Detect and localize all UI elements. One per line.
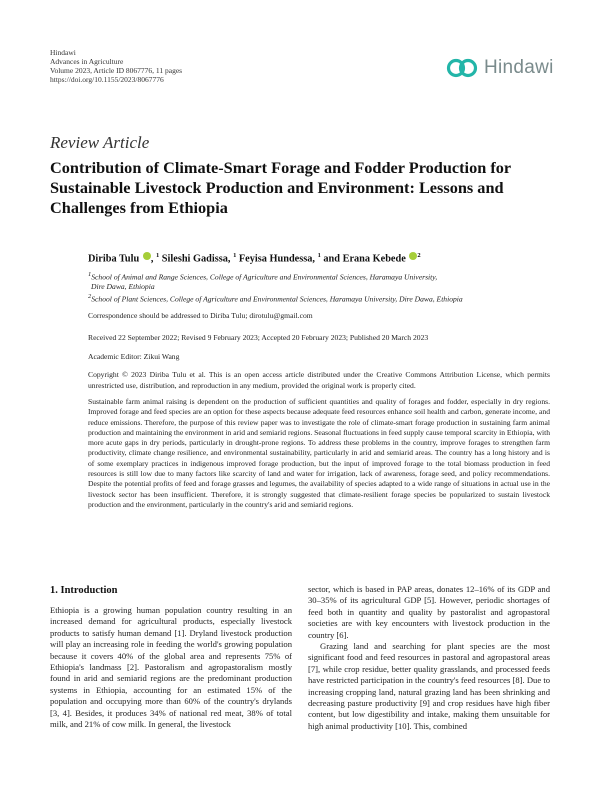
section-heading: 1. Introduction [50, 585, 118, 596]
affiliation-2 [88, 292, 558, 304]
article-type: Review Article [50, 133, 150, 152]
author-name[interactable]: Diriba Tulu [88, 253, 140, 265]
paragraph: sector, which is based in PAP areas, donates 12–16% of its GDP and 30–35% of its agricultural GDP [5]. However, periodic shortages of feed both in quantity and quality by pastoralist and agropastoral societies are with key encounters with livestock production in the country [6]. [308, 584, 550, 640]
copyright-notice: Copyright © 2023 Diriba Tulu et al. This is an open access article distributed under the Creative Commons Attribution License, which permits unrestricted use, distribution, and reproduction in any medium, provided the original work is properly cited. [88, 370, 550, 390]
author-name[interactable]: Erana Kebede [342, 253, 406, 265]
body-column-right [308, 584, 550, 732]
affiliation-1 [88, 270, 558, 292]
affil-sup: 1 [88, 271, 92, 278]
body-column-left [50, 605, 292, 730]
paragraph: Ethiopia is a growing human population country resulting in an increased demand for agricultural products, especially livestock products to satisfy human demand [1]. Dryland livestock production will play an increasing role in feeding the world's growing population because it covers 40% of the global area and represents 75% of Ethiopia's landmass [2]. Pastoralism and agropastoralism mostly found in arid and semiarid regions are the predominant production systems in Ethiopia, accounting for an estimated 15% of the population and occupying more than 60% of the country's drylands [3, 4]. Besides, it produces 34% of national red meat, 38% of total milk, and 21% of cow milk. In general, the livestock [50, 605, 292, 730]
hindawi-logo [445, 50, 555, 86]
doi-link[interactable]: https://doi.org/10.1155/2023/8067776 [50, 75, 164, 84]
affil-text: Dire Dawa, Ethiopia [91, 282, 155, 292]
paragraph: Grazing land and searching for plant species are the most significant food and feed resources in pastoral and agropastoral areas [7], while crop residue, better quality grasslands, and processed feeds have restricted participation in the country's feed resources [8]. Due to increasing cropping land, natural grazing land has been shrinking and decreasing pasture productivity [9] and crop residues have high fiber content, but low digestibility and intake, making them unsuitable for high animal productivity [10]. This, combined [308, 641, 550, 731]
author-list [88, 252, 421, 264]
and-sep: and [320, 253, 343, 265]
author-sup: 1 [233, 252, 237, 259]
volume-line: Volume 2023, Article ID 8067776, 11 pages [50, 66, 183, 75]
affil-text: School of Animal and Range Sciences, College of Agriculture and Environmental Sciences, Haramaya University, [91, 272, 438, 282]
orcid-icon[interactable] [143, 252, 151, 260]
affil-text: School of Plant Sciences, College of Agriculture and Environmental Sciences, Haramaya University, Dire Dawa, Ethiopia [91, 294, 463, 304]
abstract: Sustainable farm animal raising is dependent on the production of sufficient quantities and quality of forages and fodder, especially in dry regions. Improved forage and feed species are an option for these aspects because adequate feed resources enhance soil health and carbon, generate income, and reduce emissions. Therefore, the purpose of this review paper was to investigate the role of climate-smart forage production in sustaining farm animal production and maintaining the environment in arid and semiarid regions. Seasonal fluctuations in feed supply cause temporal scarcity in Ethiopia, with more acute gaps in dry periods, particularly in drought-prone regions. To address these problems in the country, improve forages to strengthen farm productivity, climate change resilience, and environmental sustainability, particularly in arid and semiarid areas. The country has a long history and is of some exemplary practices in indigenous improved forage production, but the input of improved forage to the total biomass production in feed resources is still low due to many factors like scarcity of land and water for irrigation, lack of awareness, forage seed, and policy recommendations. Despite the potential profits of feed and forage grasses and legumes, the availability of species adapted to a wide range of situations in actual use in the livestock sector has been insufficient. Therefore, it is strongly suggested that climate-resilient forage species be popularized to sustain livestock production and the environment, particularly in the country's arid and semiarid regions. [88, 397, 550, 509]
correspondence: Correspondence should be addressed to Diriba Tulu; dirotulu@gmail.com [88, 311, 313, 320]
author-name[interactable]: Feyisa Hundessa [238, 253, 313, 265]
author-sup: 2 [417, 252, 421, 259]
journal-name: Advances in Agriculture [50, 57, 124, 66]
publication-dates: Received 22 September 2022; Revised 9 February 2023; Accepted 20 February 2023; Published 20 March 2023 [88, 333, 429, 342]
hindawi-logo-icon [445, 52, 479, 84]
comma: , [312, 253, 318, 265]
author-name[interactable]: Sileshi Gadissa [161, 253, 228, 265]
affil-sup: 2 [88, 293, 92, 300]
article-title: Contribution of Climate-Smart Forage and Fodder Production for Sustainable Livestock Production and Environment: Lessons and Challenges from Ethiopia [50, 158, 511, 217]
comma: , [150, 253, 156, 265]
author-sup: 1 [317, 252, 321, 259]
author-sup: 1 [155, 252, 160, 259]
publisher-name: Hindawi [50, 48, 76, 57]
comma: , [227, 253, 234, 265]
academic-editor: Academic Editor: Zikui Wang [88, 352, 180, 361]
journal-meta [50, 48, 182, 84]
logo-text: Hindawi [484, 57, 554, 78]
